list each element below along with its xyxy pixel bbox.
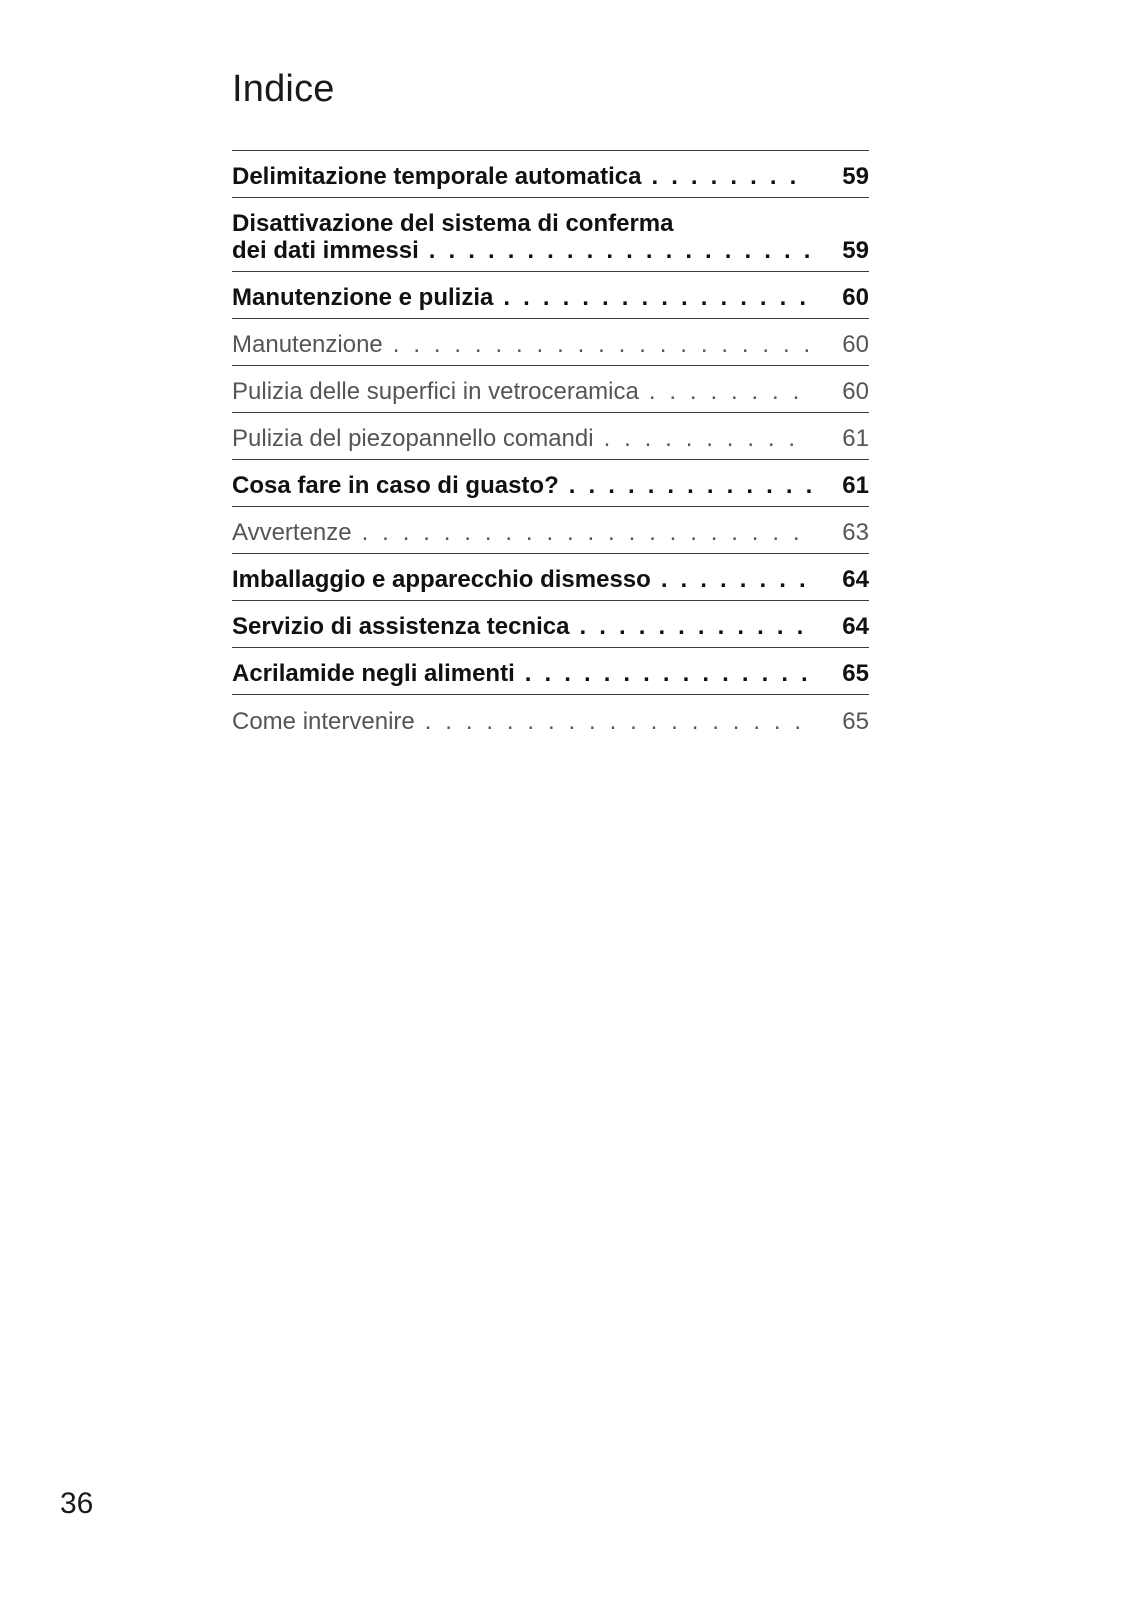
toc-entry-title: Pulizia delle superfici in vetroceramica [232, 378, 639, 405]
toc-page-number: 60 [842, 331, 869, 358]
toc-page-number: 64 [842, 613, 869, 640]
toc-entry-title: Delimitazione temporale automatica [232, 163, 642, 190]
toc-entry-pulizia-piezopannello[interactable] [232, 413, 869, 460]
dot-leader [569, 472, 811, 500]
toc-entry-title: dei dati immessi [232, 237, 419, 264]
dot-leader [393, 331, 811, 359]
toc-entry-title: Acrilamide negli alimenti [232, 660, 515, 687]
dot-leader [425, 708, 811, 736]
toc-entry-manutenzione-pulizia[interactable] [232, 272, 869, 319]
toc-entry-cosa-fare-guasto[interactable] [232, 460, 869, 507]
toc-entry-come-intervenire[interactable] [232, 695, 869, 742]
toc-entry-title: Come intervenire [232, 708, 415, 735]
page-title: Indice [232, 68, 335, 110]
toc-entry-title: Imballaggio e apparecchio dismesso [232, 566, 651, 593]
dot-leader [651, 163, 811, 191]
toc-page-number: 64 [842, 566, 869, 593]
toc-entry-title: Avvertenze [232, 519, 352, 546]
toc-entry-delimitazione-temporale[interactable] [232, 151, 869, 198]
toc-page-number: 61 [842, 472, 869, 499]
dot-leader [362, 519, 811, 547]
toc-page-number: 59 [842, 163, 869, 190]
toc-entry-manutenzione[interactable] [232, 319, 869, 366]
toc-page-number: 61 [842, 425, 869, 452]
dot-leader [525, 660, 811, 688]
toc-entry-servizio-assistenza[interactable] [232, 601, 869, 648]
toc-page-number: 65 [842, 660, 869, 687]
toc-entry-disattivazione-conferma[interactable] [232, 198, 869, 272]
dot-leader [604, 425, 811, 453]
dot-leader [580, 613, 812, 641]
toc-entry-title: Manutenzione e pulizia [232, 284, 494, 311]
toc-page-number: 65 [842, 708, 869, 735]
toc-entry-acrilamide[interactable] [232, 648, 869, 695]
toc-entry-pulizia-vetroceramica[interactable] [232, 366, 869, 413]
toc-entry-avvertenze[interactable] [232, 507, 869, 554]
toc-entry-title: Servizio di assistenza tecnica [232, 613, 570, 640]
toc-entry-title: Cosa fare in caso di guasto? [232, 472, 559, 499]
toc-page-number: 60 [842, 378, 869, 405]
page-number: 36 [60, 1487, 94, 1520]
toc-entry-title-line1: Disattivazione del sistema di conferma [232, 210, 674, 237]
dot-leader [661, 566, 811, 594]
toc-entry-title: Pulizia del piezopannello comandi [232, 425, 594, 452]
toc-page-number: 60 [842, 284, 869, 311]
toc-entry-title: Manutenzione [232, 331, 383, 358]
dot-leader [429, 237, 811, 265]
toc-entry-imballaggio[interactable] [232, 554, 869, 601]
toc-page-number: 63 [842, 519, 869, 546]
table-of-contents [232, 150, 869, 742]
dot-leader [503, 284, 811, 312]
dot-leader [649, 378, 811, 406]
toc-page-number: 59 [842, 237, 869, 264]
